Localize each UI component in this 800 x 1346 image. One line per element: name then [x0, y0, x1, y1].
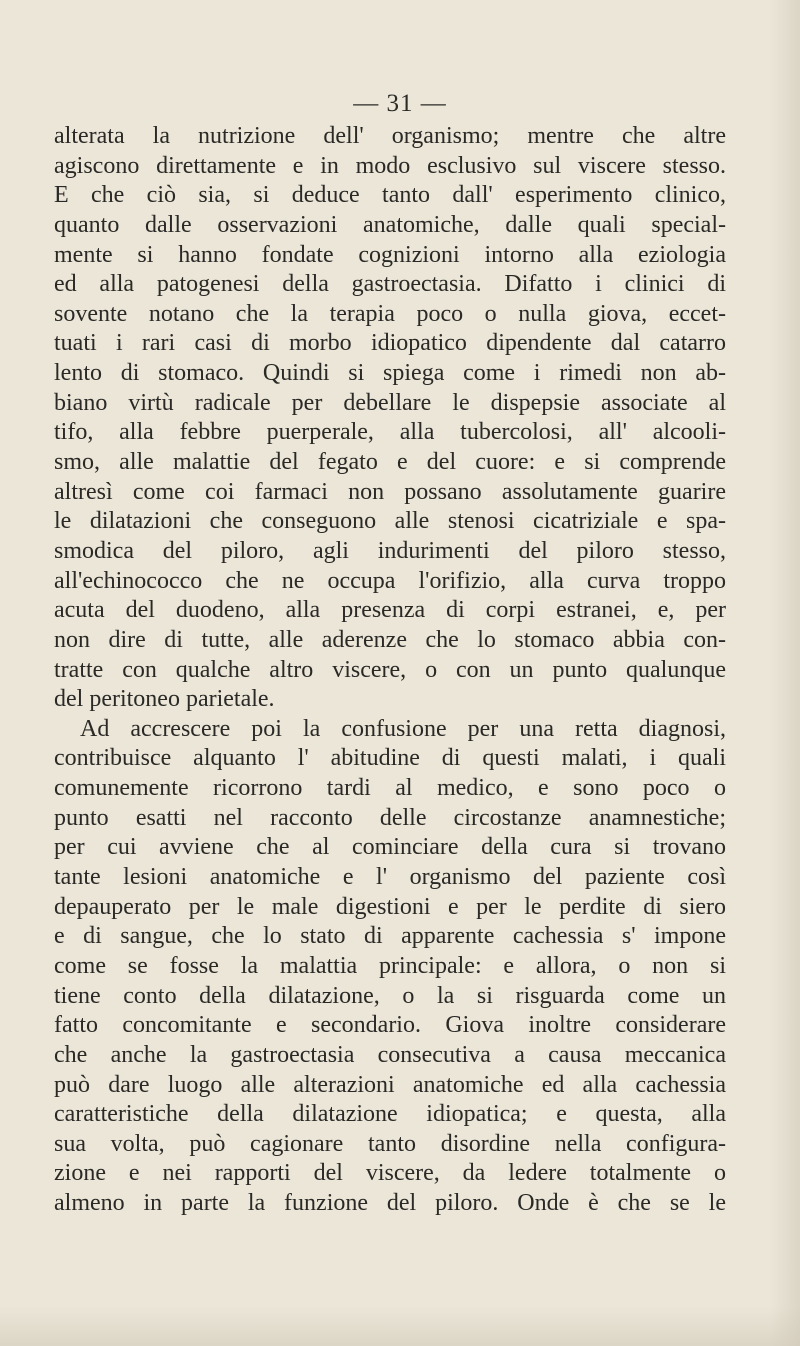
text-line: all'echinococco che ne occupa l'orifizio, alla curva troppo — [54, 567, 726, 594]
page-bottom-shadow — [0, 1306, 800, 1346]
text-line: alterata la nutrizione dell' organismo; mentre che altre — [54, 123, 726, 149]
text-line: comunemente ricorrono tardi al medico, e sono poco o — [54, 775, 726, 802]
text-line: ed alla patogenesi della gastroectasia. Difatto i clinici di — [54, 271, 726, 298]
text-line: come se fosse la malattia principale: e allora, o non si — [54, 952, 726, 979]
text-line: tifo, alla febbre puerperale, alla tubercolosi, all' alcooli- — [54, 419, 726, 446]
text-line: tante lesioni anatomiche e l' organismo del paziente così — [54, 864, 726, 891]
text-line: non dire di tutte, alle aderenze che lo stomaco abbia con- — [54, 626, 726, 653]
text-line: contribuisce alquanto l' abitudine di questi malati, i quali — [54, 745, 726, 772]
text-line: e di sangue, che lo stato di apparente cachessia s' impone — [54, 923, 726, 950]
text-line: mente si hanno fondate cognizioni intorno alla eziologia — [54, 241, 726, 268]
text-line: lento di stomaco. Quindi si spiega come i rimedi non ab- — [54, 360, 726, 387]
text-line: smo, alle malattie del fegato e del cuore: e si comprende — [54, 449, 726, 476]
text-line: agiscono direttamente e in modo esclusivo sul viscere stesso. — [54, 152, 726, 179]
text-line: quanto dalle osservazioni anatomiche, dalle quali special- — [54, 211, 726, 238]
text-line: altresì come coi farmaci non possano assolutamente guarire — [54, 478, 726, 505]
text-line: Ad accrescere poi la confusione per una retta diagnosi, — [80, 715, 726, 742]
text-line: punto esatti nel racconto delle circostanze anamnestiche; — [54, 804, 726, 831]
text-line: per cui avviene che al cominciare della cura si trovano — [54, 834, 726, 861]
text-line: E che ciò sia, si deduce tanto dall' esperimento clinico, — [54, 182, 726, 209]
body-text — [54, 122, 726, 1219]
text-line: biano virtù radicale per debellare le dispepsie associate al — [54, 389, 726, 416]
text-line: caratteristiche della dilatazione idiopatica; e questa, alla — [54, 1101, 726, 1128]
page-edge-shadow — [770, 0, 800, 1346]
text-line: fatto concomitante e secondario. Giova inoltre considerare — [54, 1012, 726, 1039]
page-number: — 31 — — [353, 90, 447, 117]
text-line: del peritoneo parietale. — [54, 686, 275, 713]
text-line: può dare luogo alle alterazioni anatomiche ed alla cachessia — [54, 1071, 726, 1098]
text-line: depauperato per le male digestioni e per le perdite di siero — [54, 893, 726, 920]
text-line: smodica del piloro, agli indurimenti del piloro stesso, — [54, 537, 726, 564]
text-line: le dilatazioni che conseguono alle stenosi cicatriziale e spa- — [54, 508, 726, 535]
text-line: acuta del duodeno, alla presenza di corpi estranei, e, per — [54, 597, 726, 624]
text-line: sua volta, può cagionare tanto disordine nella configura- — [54, 1130, 726, 1157]
text-line: zione e nei rapporti del viscere, da ledere totalmente o — [54, 1160, 726, 1187]
text-line: almeno in parte la funzione del piloro. Onde è che se le — [54, 1190, 726, 1217]
text-line: tiene conto della dilatazione, o la si risguarda come un — [54, 982, 726, 1009]
text-line: che anche la gastroectasia consecutiva a causa meccanica — [54, 1041, 726, 1068]
text-line: sovente notano che la terapia poco o nulla giova, eccet- — [54, 300, 726, 327]
text-line: tuati i rari casi di morbo idiopatico dipendente dal catarro — [54, 330, 726, 357]
text-line: tratte con qualche altro viscere, o con un punto qualunque — [54, 656, 726, 683]
